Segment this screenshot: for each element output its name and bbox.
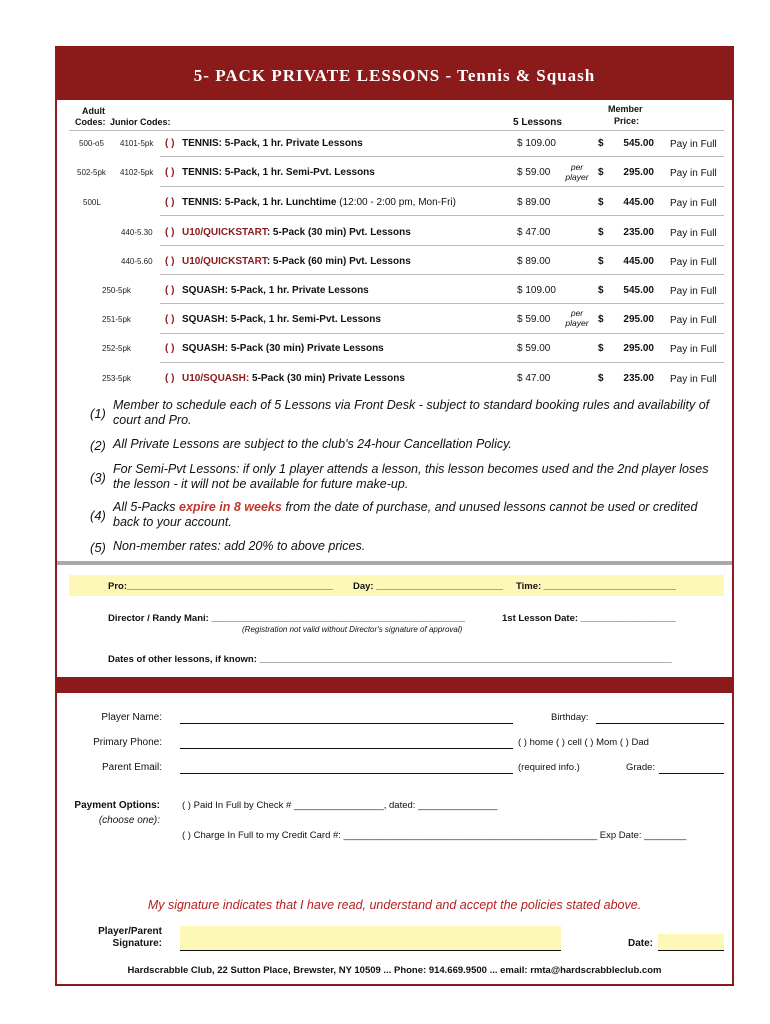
signature-label-line1: Player/Parent — [98, 926, 162, 937]
select-marker[interactable]: ( ) — [165, 256, 175, 267]
program-name: U10/SQUASH: — [182, 373, 250, 384]
lesson-name: SQUASH: 5-Pack (30 min) Private Lessons — [182, 343, 384, 354]
dollar-sign: $ — [598, 167, 604, 178]
note-text: For Semi-Pvt Lessons: if only 1 player attends a lesson, this lesson becomes used and the 2nd player loses the lesson - it will not be available for future make-up. — [113, 462, 709, 491]
lesson-description — [182, 197, 456, 208]
junior-code: 4102-5pk — [120, 168, 154, 177]
footer-contact: Hardscrabble Club, 22 Sutton Place, Brewster, NY 10509 ... Phone: 914.669.9500 ... email: rmta@hardscrabbleclub.com — [127, 965, 662, 976]
note-text-part: All 5-Packs — [113, 500, 179, 514]
signature-acknowledgement: My signature indicates that I have read, understand and accept the policies stated above. — [147, 898, 642, 912]
adult-code: 252-5pk — [102, 344, 131, 353]
date-label: Date: — [628, 938, 654, 949]
select-marker[interactable]: ( ) — [165, 197, 175, 208]
lesson-description — [182, 314, 381, 325]
header-divider — [69, 130, 724, 131]
expiry-highlight: expire in 8 weeks — [179, 500, 282, 514]
adult-code: 251-5pk — [102, 315, 131, 324]
date-input[interactable] — [658, 934, 724, 951]
charge-credit-card-option[interactable]: ( ) Charge In Full to my Credit Card #: ________________________________________________ Exp Date: ________ — [182, 830, 687, 841]
pay-in-full: Pay in Full — [670, 198, 717, 209]
member-price: 295.00 — [623, 314, 654, 325]
junior-code: 440-5.30 — [121, 228, 153, 237]
junior-code: 440-5.60 — [121, 257, 153, 266]
director-note: (Registration not valid without Director's signature of approval) — [242, 625, 463, 634]
lesson-description — [182, 138, 363, 149]
player-name-label: Player Name: — [101, 712, 162, 723]
title-banner — [57, 48, 732, 100]
signature-input[interactable] — [180, 926, 561, 951]
lesson-name: TENNIS: 5-Pack, 1 hr. Private Lessons — [182, 138, 363, 149]
note-text: Member to schedule each of 5 Lessons via Front Desk - subject to standard booking rules and availability of court and Pro. — [113, 398, 710, 427]
lesson-description — [182, 343, 384, 354]
five-lesson-price: $ 47.00 — [517, 227, 551, 238]
five-lesson-price: $ 47.00 — [517, 373, 551, 384]
pay-in-full: Pay in Full — [670, 139, 717, 150]
grade-input[interactable] — [659, 773, 724, 774]
select-marker[interactable]: ( ) — [165, 138, 175, 149]
header-codes: Codes: — [75, 117, 106, 127]
note-text-part: from the date of purchase, and unused lessons cannot be used or credited back to your account. — [113, 500, 698, 529]
adult-code: 500-o5 — [79, 139, 104, 148]
five-lesson-price: $ 59.00 — [517, 343, 551, 354]
pay-in-full: Pay in Full — [670, 286, 717, 297]
pay-in-full: Pay in Full — [670, 228, 717, 239]
member-price: 445.00 — [623, 256, 654, 267]
dollar-sign: $ — [598, 285, 604, 296]
note-number: (5) — [90, 540, 106, 555]
member-price: 545.00 — [623, 285, 654, 296]
lesson-description — [182, 256, 411, 267]
header-adult: Adult — [82, 106, 105, 116]
header-member-price: Price: — [614, 116, 640, 126]
member-price: 295.00 — [623, 343, 654, 354]
lesson-name: TENNIS: 5-Pack, 1 hr. Lunchtime — [182, 197, 337, 208]
primary-phone-label: Primary Phone: — [93, 737, 162, 748]
pay-in-full: Pay in Full — [670, 257, 717, 268]
grade-label: Grade: — [626, 762, 656, 773]
select-marker[interactable]: ( ) — [165, 285, 175, 296]
pay-in-full: Pay in Full — [670, 315, 717, 326]
time-field[interactable]: Time: _________________________ — [516, 581, 676, 592]
select-marker[interactable]: ( ) — [165, 373, 175, 384]
note-number: (2) — [90, 438, 106, 453]
five-lesson-price: $ 89.00 — [517, 256, 551, 267]
dollar-sign: $ — [598, 343, 604, 354]
member-price: 235.00 — [623, 227, 654, 238]
lesson-name: : 5-Pack (60 min) Pvt. Lessons — [266, 256, 411, 267]
phone-type-options[interactable]: ( ) home ( ) cell ( ) Mom ( ) Dad — [518, 737, 649, 748]
program-name: U10/QUICKSTART — [182, 227, 267, 238]
birthday-label: Birthday: — [551, 712, 589, 723]
lesson-description — [182, 285, 369, 296]
section-bar — [57, 677, 732, 693]
note-number: (4) — [90, 508, 106, 523]
day-field[interactable]: Day: ________________________ — [353, 581, 504, 592]
member-price: 295.00 — [623, 167, 654, 178]
select-marker[interactable]: ( ) — [165, 227, 175, 238]
email-required-note: (required info.) — [518, 762, 580, 773]
section-divider — [57, 561, 732, 565]
note-number: (3) — [90, 470, 106, 485]
dollar-sign: $ — [598, 227, 604, 238]
five-lesson-price: $ 59.00 — [517, 167, 551, 178]
pay-in-full: Pay in Full — [670, 168, 717, 179]
note-text: Non-member rates: add 20% to above prices. — [113, 539, 366, 553]
pay-in-full: Pay in Full — [670, 344, 717, 355]
player-name-input[interactable] — [180, 723, 513, 724]
select-marker[interactable]: ( ) — [165, 167, 175, 178]
adult-code: 502-5pk — [77, 168, 106, 177]
lesson-description — [182, 373, 405, 384]
member-price: 445.00 — [623, 197, 654, 208]
adult-code: 253-5pk — [102, 374, 131, 383]
pay-in-full: Pay in Full — [670, 374, 717, 385]
five-lesson-price: $ 109.00 — [517, 138, 556, 149]
lesson-description — [182, 227, 411, 238]
five-lesson-price: $ 89.00 — [517, 197, 551, 208]
director-signature-field[interactable]: Director / Randy Mani: ________________________________________________ — [108, 613, 466, 624]
junior-code: 4101-5pk — [120, 139, 154, 148]
primary-phone-input[interactable] — [180, 748, 513, 749]
lesson-description — [182, 167, 375, 178]
first-lesson-date-field[interactable]: 1st Lesson Date: __________________ — [502, 613, 676, 624]
lesson-name: 5-Pack (30 min) Private Lessons — [249, 373, 405, 384]
payment-options-label: Payment Options: — [74, 800, 160, 811]
pro-field[interactable]: Pro:_______________________________________ — [108, 581, 334, 592]
five-lesson-price: $ 59.00 — [517, 314, 551, 325]
program-name: U10/QUICKSTART — [182, 256, 267, 267]
dollar-sign: $ — [598, 373, 604, 384]
parent-email-label: Parent Email: — [101, 762, 162, 773]
member-price: 235.00 — [623, 373, 654, 384]
other-dates-field[interactable]: Dates of other lessons, if known: ______________________________________________________________________________ — [108, 654, 672, 665]
header-junior-codes: Junior Codes: — [110, 117, 171, 127]
lesson-name: SQUASH: 5-Pack, 1 hr. Semi-Pvt. Lessons — [182, 314, 381, 325]
member-price: 545.00 — [623, 138, 654, 149]
signature-label-line2: Signature: — [112, 938, 162, 949]
adult-code: 250-5pk — [102, 286, 131, 295]
pay-by-check-option[interactable]: ( ) Paid In Full by Check # _________________, dated: _______________ — [182, 800, 498, 811]
payment-options-sublabel: (choose one): — [98, 815, 160, 826]
five-lesson-price: $ 109.00 — [517, 285, 556, 296]
lesson-name: SQUASH: 5-Pack, 1 hr. Private Lessons — [182, 285, 369, 296]
header-member: Member — [608, 104, 643, 114]
note-text: All Private Lessons are subject to the club's 24-hour Cancellation Policy. — [113, 437, 512, 451]
lesson-name: : 5-Pack (30 min) Pvt. Lessons — [266, 227, 411, 238]
dollar-sign: $ — [598, 197, 604, 208]
dollar-sign: $ — [598, 138, 604, 149]
lesson-schedule: (12:00 - 2:00 pm, Mon-Fri) — [336, 197, 456, 208]
parent-email-input[interactable] — [180, 773, 513, 774]
dollar-sign: $ — [598, 314, 604, 325]
note-number: (1) — [90, 406, 106, 421]
select-marker[interactable]: ( ) — [165, 314, 175, 325]
lesson-name: TENNIS: 5-Pack, 1 hr. Semi-Pvt. Lessons — [182, 167, 375, 178]
header-5-lessons: 5 Lessons — [513, 117, 562, 128]
per-player-note: per player — [565, 308, 589, 328]
adult-code: 500L — [83, 198, 101, 207]
birthday-input[interactable] — [596, 723, 724, 724]
per-player-note: per player — [565, 162, 589, 182]
note-text — [113, 500, 713, 530]
select-marker[interactable]: ( ) — [165, 343, 175, 354]
dollar-sign: $ — [598, 256, 604, 267]
page-title: 5- PACK PRIVATE LESSONS - Tennis & Squash — [193, 66, 596, 85]
